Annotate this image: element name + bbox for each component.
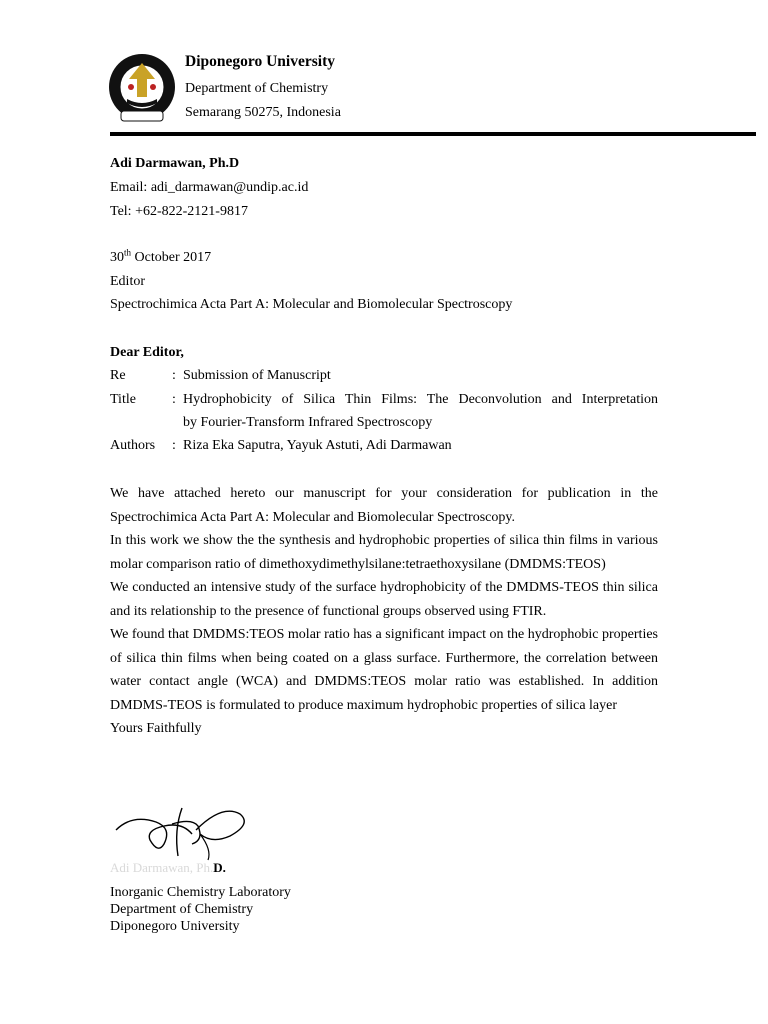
- department-name: Department of Chemistry: [185, 81, 329, 96]
- signatory-department: Department of Chemistry: [110, 902, 254, 917]
- authors-value: Riza Eka Saputra, Yayuk Astuti, Adi Darmawan: [183, 438, 452, 453]
- salutation: Dear Editor,: [110, 345, 184, 360]
- university-logo: [107, 51, 177, 127]
- signatory-university: Diponegoro University: [110, 919, 240, 934]
- re-label: Re: [110, 368, 126, 383]
- recipient-role: Editor: [110, 274, 145, 289]
- title-value-line1: Hydrophobicity of Silica Thin Films: The Deconvolution and Interpretation: [183, 392, 658, 407]
- re-colon: :: [172, 368, 176, 383]
- university-address: Semarang 50275, Indonesia: [185, 105, 341, 120]
- closing: Yours Faithfully: [110, 721, 202, 736]
- letter-body: [110, 482, 658, 741]
- title-value-line2: by Fourier-Transform Infrared Spectroscopy: [183, 415, 433, 430]
- authors-label: Authors: [110, 438, 156, 453]
- body-paragraph-1: We have attached hereto our manuscript for your consideration for publication in the Spectrochimica Acta Part A: Molecular and Biomolecular Spectroscopy.: [110, 486, 658, 525]
- title-label: Title: [110, 392, 136, 407]
- body-paragraph-4: We found that DMDMS:TEOS molar ratio has a significant impact on the hydrophobic properties of silica thin films when being coated on a glass surface. Furthermore, the correlation between water contact angle (WCA) and DMDMS:TEOS molar ratio was established. In addition DMDMS-TEOS is formulated to produce maximum hydrophobic properties of silica layer: [110, 627, 658, 713]
- authors-colon: :: [172, 438, 176, 453]
- header-rule: [110, 132, 756, 136]
- signatory-name: Adi Darmawan, Ph.D.: [110, 860, 226, 875]
- letter-date: 30th October 2017: [110, 247, 212, 265]
- title-colon: :: [172, 392, 176, 407]
- re-value: Submission of Manuscript: [183, 368, 331, 383]
- body-paragraph-2: In this work we show the the synthesis and hydrophobic properties of silica thin films in various molar comparison ratio of dimethoxydimethylsilane:tetraethoxysilane (DMDMS:TEOS): [110, 533, 658, 572]
- sender-email: Email: adi_darmawan@undip.ac.id: [110, 180, 309, 195]
- sender-name: Adi Darmawan, Ph.D: [110, 156, 240, 171]
- sender-tel: Tel: +62-822-2121-9817: [110, 204, 248, 219]
- signatory-lab: Inorganic Chemistry Laboratory: [110, 885, 291, 900]
- university-name: Diponegoro University: [185, 53, 335, 70]
- body-paragraph-3: We conducted an intensive study of the surface hydrophobicity of the DMDMS-TEOS thin silica and its relationship to the presence of functional groups observed using FTIR.: [110, 580, 658, 619]
- recipient-journal: Spectrochimica Acta Part A: Molecular and Biomolecular Spectroscopy: [110, 297, 513, 312]
